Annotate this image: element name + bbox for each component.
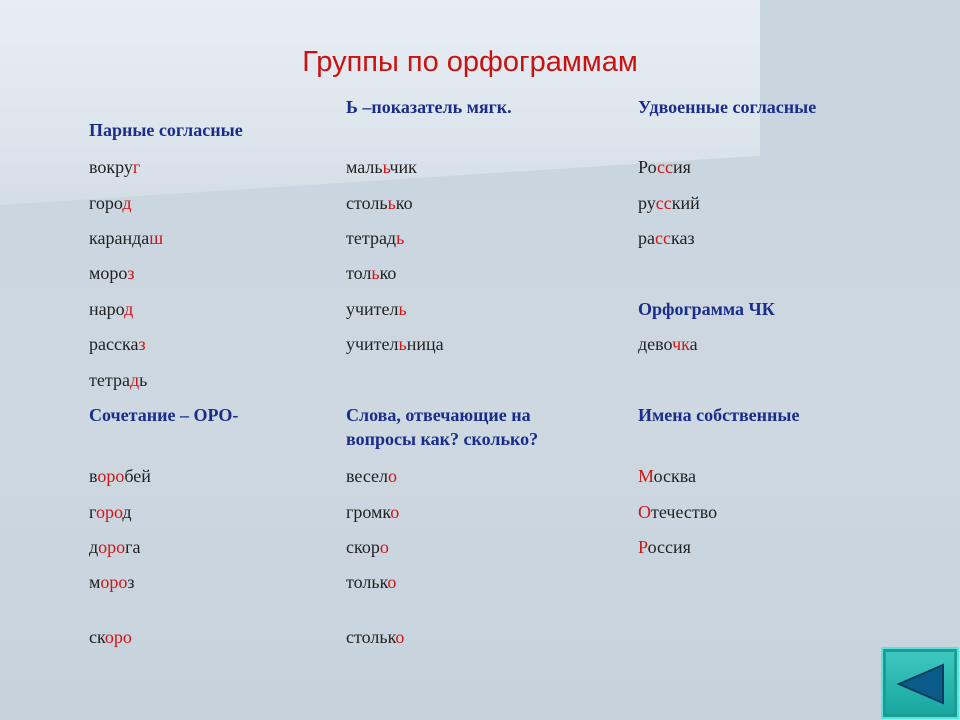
- back-button[interactable]: [881, 647, 959, 719]
- word-item: воробей: [89, 466, 151, 486]
- word-item: стольько: [346, 193, 413, 213]
- word-item: только: [346, 572, 397, 592]
- slide-title: Группы по орфограммам: [302, 46, 638, 78]
- word-item: рассказ: [89, 334, 146, 354]
- header-adverbs-line2: вопросы как? сколько?: [346, 429, 539, 449]
- word-item: мороз: [89, 572, 135, 592]
- word-item: малььчик: [346, 157, 417, 177]
- header-chk: Орфограмма ЧК: [638, 299, 775, 319]
- triangle-left-icon: [897, 663, 945, 705]
- word-item: столько: [346, 627, 405, 647]
- header-paired-consonants: Парные согласные: [89, 120, 243, 140]
- word-item: карандаш: [89, 228, 164, 248]
- word-item: мороз: [89, 263, 135, 283]
- word-item: учитель: [346, 299, 407, 319]
- word-item: скоро: [89, 627, 132, 647]
- word-item: тетрадь: [89, 370, 148, 390]
- word-item: город: [89, 502, 132, 522]
- word-item: скоро: [346, 537, 389, 557]
- word-item: тетрадь: [346, 228, 405, 248]
- word-item: дорога: [89, 537, 141, 557]
- word-item: девочка: [638, 334, 698, 354]
- word-item: только: [346, 263, 397, 283]
- word-item: народ: [89, 299, 134, 319]
- word-item: вокруг: [89, 157, 141, 177]
- word-item: русский: [638, 193, 700, 213]
- word-item: громко: [346, 502, 400, 522]
- word-item: город: [89, 193, 132, 213]
- header-soft-sign: Ь –показатель мягк.: [346, 97, 512, 117]
- word-item: Москва: [638, 466, 696, 486]
- word-item: Россия: [638, 157, 691, 177]
- word-item: весело: [346, 466, 398, 486]
- header-proper-names: Имена собственные: [638, 405, 800, 425]
- header-adverbs: Слова, отвечающие на: [346, 405, 531, 425]
- word-item: Россия: [638, 537, 691, 557]
- header-oro-combination: Сочетание – ОРО-: [89, 405, 239, 425]
- word-item: учительница: [346, 334, 444, 354]
- word-item: рассказ: [638, 228, 695, 248]
- word-item: Отечество: [638, 502, 718, 522]
- header-double-consonants: Удвоенные согласные: [638, 97, 817, 117]
